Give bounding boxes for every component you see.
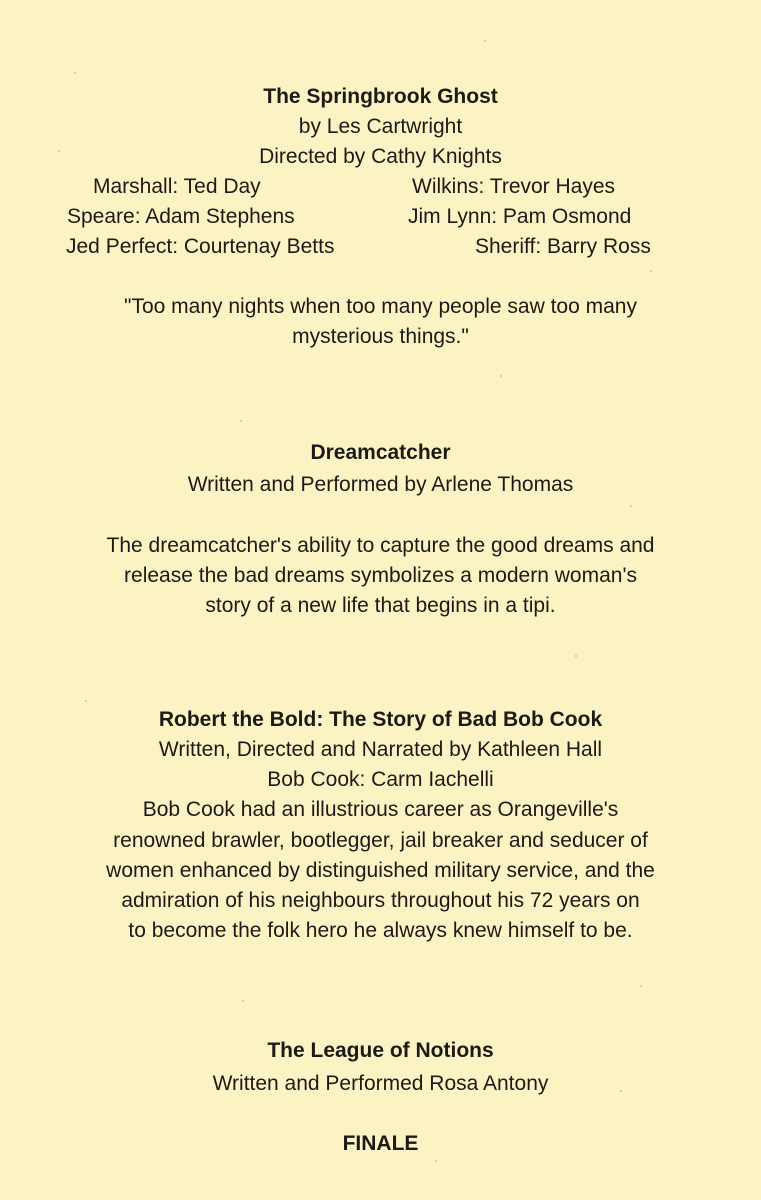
robert-desc-line-1: Bob Cook had an illustrious career as Orangeville's (142, 798, 619, 821)
paper-speck (500, 375, 502, 377)
league-credit: Written and Performed Rosa Antony (212, 1072, 549, 1095)
springbrook-quote-line-2: mysterious things." (292, 325, 469, 348)
cast-member: Jim Lynn: Pam Osmond (408, 205, 632, 228)
paper-speck (240, 420, 242, 422)
paper-speck (650, 270, 652, 272)
cast-member: Speare: Adam Stephens (67, 205, 295, 228)
robert-credit: Written, Directed and Narrated by Kathleen Hall (158, 738, 603, 761)
paper-speck (435, 1160, 437, 1162)
paper-speck (58, 150, 60, 152)
springbrook-quote-line-1: "Too many nights when too many people saw too many (124, 295, 637, 318)
paper-speck (85, 700, 87, 702)
dreamcatcher-desc-line-2: release the bad dreams symbolizes a modern woman's (124, 564, 637, 587)
robert-title: Robert the Bold: The Story of Bad Bob Cook (158, 708, 603, 731)
springbrook-author: by Les Cartwright (298, 115, 463, 138)
paper-speck (484, 40, 486, 42)
dreamcatcher-credit: Written and Performed by Arlene Thomas (187, 473, 574, 496)
robert-desc-line-3: women enhanced by distinguished military service, and the (106, 859, 655, 882)
paper-speck (630, 505, 632, 507)
cast-member: Wilkins: Trevor Hayes (412, 175, 616, 198)
cast-member: Jed Perfect: Courtenay Betts (66, 235, 335, 258)
cast-member: Sheriff: Barry Ross (475, 235, 651, 258)
paper-speck (74, 72, 76, 74)
dreamcatcher-desc-line-1: The dreamcatcher's ability to capture the good dreams and (106, 534, 655, 557)
paper-speck (575, 655, 577, 657)
robert-cast: Bob Cook: Carm Iachelli (267, 768, 494, 791)
league-title: The League of Notions (267, 1039, 494, 1062)
dreamcatcher-title: Dreamcatcher (310, 441, 451, 464)
dreamcatcher-desc-line-3: story of a new life that begins in a tipi. (205, 594, 556, 617)
paper-speck (620, 1090, 622, 1092)
robert-desc-line-5: to become the folk hero he always knew himself to be. (128, 919, 633, 942)
paper-speck (242, 1000, 244, 1002)
springbrook-director: Directed by Cathy Knights (259, 145, 502, 168)
paper-speck (640, 985, 642, 987)
robert-desc-line-4: admiration of his neighbours throughout his 72 years on (121, 889, 640, 912)
cast-member: Marshall: Ted Day (93, 175, 261, 198)
springbrook-title: The Springbrook Ghost (263, 85, 498, 108)
robert-desc-line-2: renowned brawler, bootlegger, jail breaker and seducer of (113, 829, 648, 852)
finale-title: FINALE (342, 1132, 419, 1155)
